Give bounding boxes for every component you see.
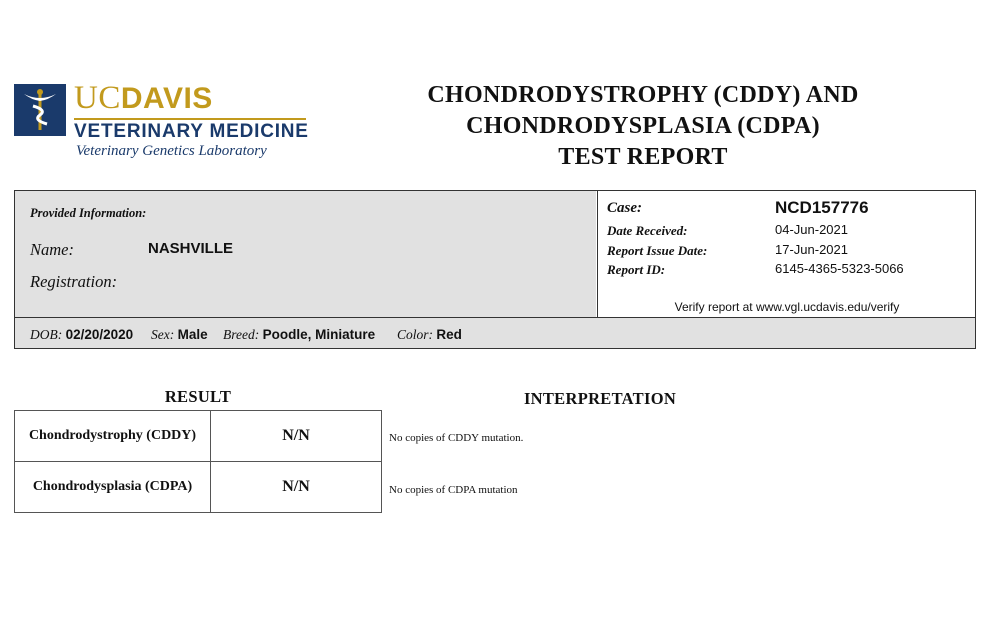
registration-label: Registration: [30, 272, 118, 291]
interpretation-text: No copies of CDDY mutation. [389, 432, 524, 444]
sex-label: Sex: [151, 327, 175, 342]
interpretation-heading: INTERPRETATION [523, 389, 677, 408]
table-row [15, 411, 382, 462]
color-field [397, 327, 462, 343]
genotype-value: N/N [211, 411, 382, 462]
result-heading: RESULT [164, 387, 232, 406]
logo-school: VETERINARY MEDICINE [74, 121, 309, 142]
date-received-value: 04-Jun-2021 [775, 222, 848, 237]
breed-label: Breed: [223, 327, 260, 342]
dob-field [30, 327, 133, 343]
results-table [14, 410, 382, 513]
verify-link-text: Verify report at www.vgl.ucdavis.edu/verify [674, 300, 900, 314]
interpretation-text: No copies of CDPA mutation [389, 484, 518, 496]
dob-value: 02/20/2020 [65, 327, 134, 342]
report-id-label: Report ID: [607, 262, 666, 277]
name-label: Name: [30, 240, 74, 259]
breed-value: Poodle, Miniature [262, 327, 376, 342]
test-name: Chondrodysplasia (CDPA) [15, 462, 211, 513]
case-label: Case: [607, 200, 642, 216]
report-title [400, 80, 886, 173]
report-id-value: 6145-4365-5323-5066 [775, 261, 904, 276]
color-value: Red [436, 327, 462, 342]
ucdavis-seal-icon [14, 84, 66, 136]
genotype-value: N/N [211, 462, 382, 513]
name-value: NASHVILLE [148, 240, 234, 257]
table-row [15, 462, 382, 513]
sex-field [151, 327, 208, 343]
logo-lab: Veterinary Genetics Laboratory [76, 143, 267, 159]
logo-davis: DAVIS [120, 82, 213, 115]
logo-uc: UC [74, 80, 121, 116]
logo-divider [74, 118, 306, 120]
ucdavis-wordmark [74, 80, 213, 117]
title-line-2: CHONDRODYSPLASIA (CDPA) [466, 113, 820, 139]
date-received-label: Date Received: [607, 223, 688, 238]
breed-field [223, 327, 375, 343]
sex-value: Male [177, 327, 208, 342]
issue-date-label: Report Issue Date: [607, 243, 708, 258]
color-label: Color: [397, 327, 434, 342]
provided-info-heading: Provided Information: [30, 206, 147, 220]
case-value: NCD157776 [775, 198, 869, 217]
title-line-3: TEST REPORT [558, 144, 728, 170]
test-name: Chondrodystrophy (CDDY) [15, 411, 211, 462]
issue-date-value: 17-Jun-2021 [775, 242, 848, 257]
title-line-1: CHONDRODYSTROPHY (CDDY) AND [427, 82, 859, 108]
dob-label: DOB: [30, 327, 63, 342]
